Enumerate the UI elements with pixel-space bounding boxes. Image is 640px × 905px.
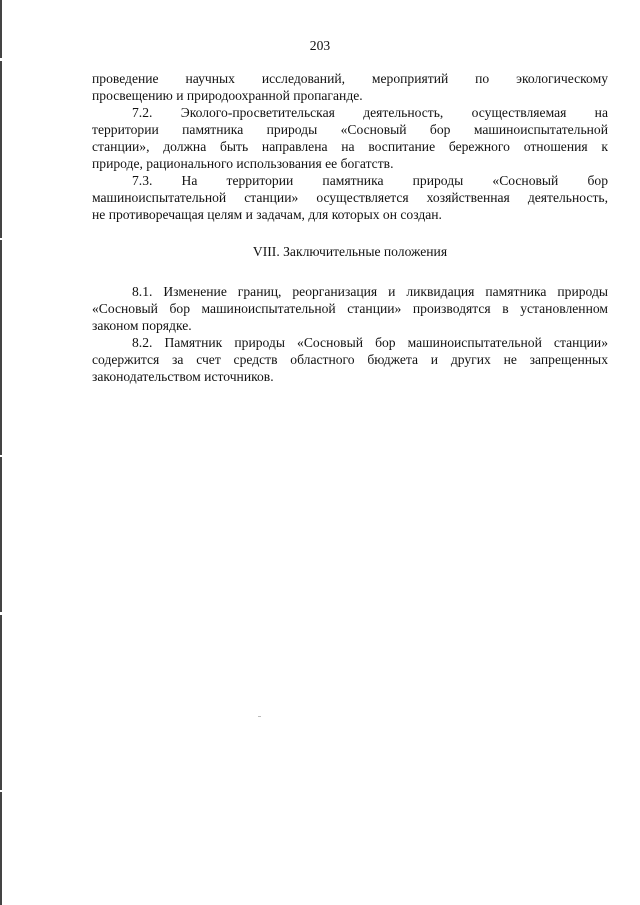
paragraph bbox=[92, 70, 608, 104]
paragraph-line: станции», должна быть направлена на воспитание бережного отношения к bbox=[92, 139, 608, 154]
paragraph bbox=[92, 283, 608, 334]
paragraph-line: содержится за счет средств областного бюджета и других не запрещенных bbox=[92, 352, 608, 367]
paragraph-line: просвещению и природоохранной пропаганде. bbox=[92, 88, 363, 103]
paragraph-line: не противоречащая целям и задачам, для которых он создан. bbox=[92, 207, 442, 222]
paragraph-line: 8.1. Изменение границ, реорганизация и ликвидация памятника природы bbox=[132, 284, 608, 299]
paragraph-line: природе, рационального использования ее богатств. bbox=[92, 156, 394, 171]
paragraph-line: законодательством источников. bbox=[92, 369, 274, 384]
scan-edge-line bbox=[0, 0, 2, 905]
paragraphs-after-section bbox=[92, 283, 608, 385]
paragraph-line: 7.3. На территории памятника природы «Сосновый бор bbox=[132, 173, 608, 188]
paragraph bbox=[92, 334, 608, 385]
paragraph bbox=[92, 104, 608, 172]
page-number: 203 bbox=[309, 38, 331, 53]
paragraph-line: законом порядке. bbox=[92, 318, 192, 333]
paragraph-line: «Сосновый бор машиноиспытательной станции» производятся в установленном bbox=[92, 301, 608, 316]
paragraphs-before-section bbox=[92, 70, 608, 223]
paragraph bbox=[92, 172, 608, 223]
section-heading: VIII. Заключительные положения bbox=[252, 244, 448, 259]
paragraph-line: машиноиспытательной станции» осуществляется хозяйственная деятельность, bbox=[92, 190, 608, 205]
paragraph-line: территории памятника природы «Сосновый бор машиноиспытательной bbox=[92, 122, 608, 137]
document-body bbox=[92, 70, 608, 385]
paragraph-line: 8.2. Памятник природы «Сосновый бор машиноиспытательной станции» bbox=[132, 335, 608, 350]
paragraph-line: 7.2. Эколого-просветительская деятельность, осуществляемая на bbox=[132, 105, 608, 120]
paragraph-line: проведение научных исследований, мероприятий по экологическому bbox=[92, 71, 608, 86]
scan-speck bbox=[258, 716, 261, 717]
